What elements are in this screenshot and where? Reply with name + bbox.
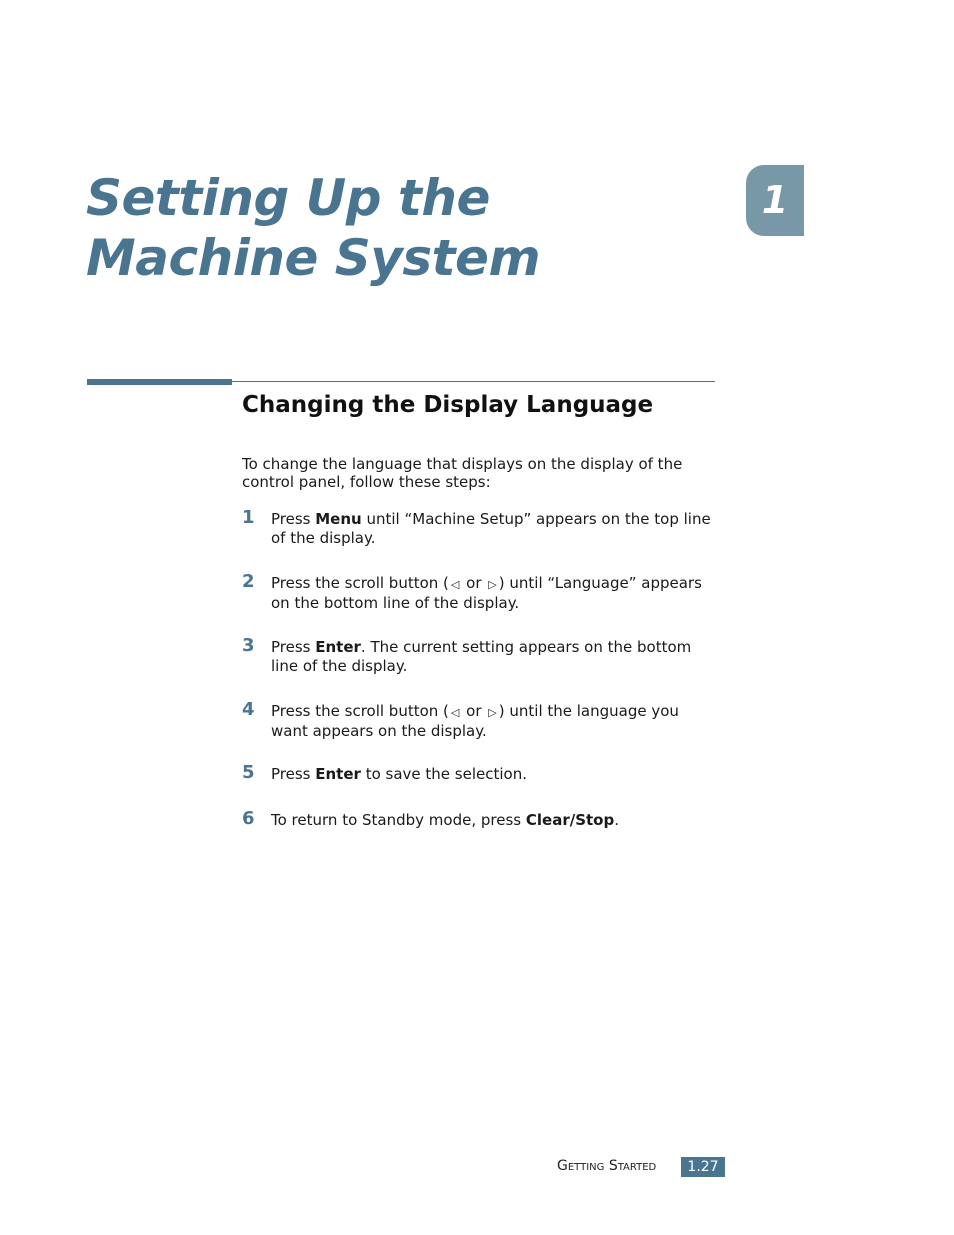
step-text: To return to Standby mode, press Clear/Stop. bbox=[271, 811, 619, 829]
step-number: 2 bbox=[242, 571, 255, 592]
step-3 bbox=[242, 635, 717, 676]
section-title: Changing the Display Language bbox=[242, 392, 654, 418]
step-number: 4 bbox=[242, 699, 255, 720]
scroll-left-icon: ◁ bbox=[450, 578, 460, 591]
scroll-left-icon: ◁ bbox=[450, 706, 460, 719]
section-divider-accent bbox=[87, 379, 232, 385]
step-number: 6 bbox=[242, 808, 255, 829]
step-number: 3 bbox=[242, 635, 255, 656]
step-number: 1 bbox=[242, 507, 255, 528]
chapter-number-tab: 1 bbox=[746, 165, 804, 236]
step-1 bbox=[242, 507, 717, 548]
step-text: Press the scroll button ( ◁ or ▷ ) until the language you want appears on the display. bbox=[271, 702, 679, 740]
step-2 bbox=[242, 571, 717, 613]
step-4 bbox=[242, 699, 717, 741]
step-text: Press the scroll button ( ◁ or ▷ ) until “Language” appears on the bottom line of the display. bbox=[271, 574, 702, 612]
footer-section-label: Getting Started bbox=[557, 1158, 657, 1174]
step-number: 5 bbox=[242, 762, 255, 783]
intro-paragraph: To change the language that displays on the display of the control panel, follow these steps: bbox=[242, 455, 683, 491]
step-text: Press Menu until “Machine Setup” appears on the top line of the display. bbox=[271, 510, 711, 547]
scroll-right-icon: ▷ bbox=[488, 706, 497, 719]
step-text: Press Enter. The current setting appears on the bottom line of the display. bbox=[271, 638, 692, 675]
page-number: 1.27 bbox=[681, 1157, 725, 1177]
step-5 bbox=[242, 762, 717, 784]
chapter-title: Setting Up the Machine System bbox=[86, 169, 541, 287]
step-6 bbox=[242, 808, 717, 830]
scroll-right-icon: ▷ bbox=[488, 578, 497, 591]
step-text: Press Enter to save the selection. bbox=[271, 765, 527, 783]
